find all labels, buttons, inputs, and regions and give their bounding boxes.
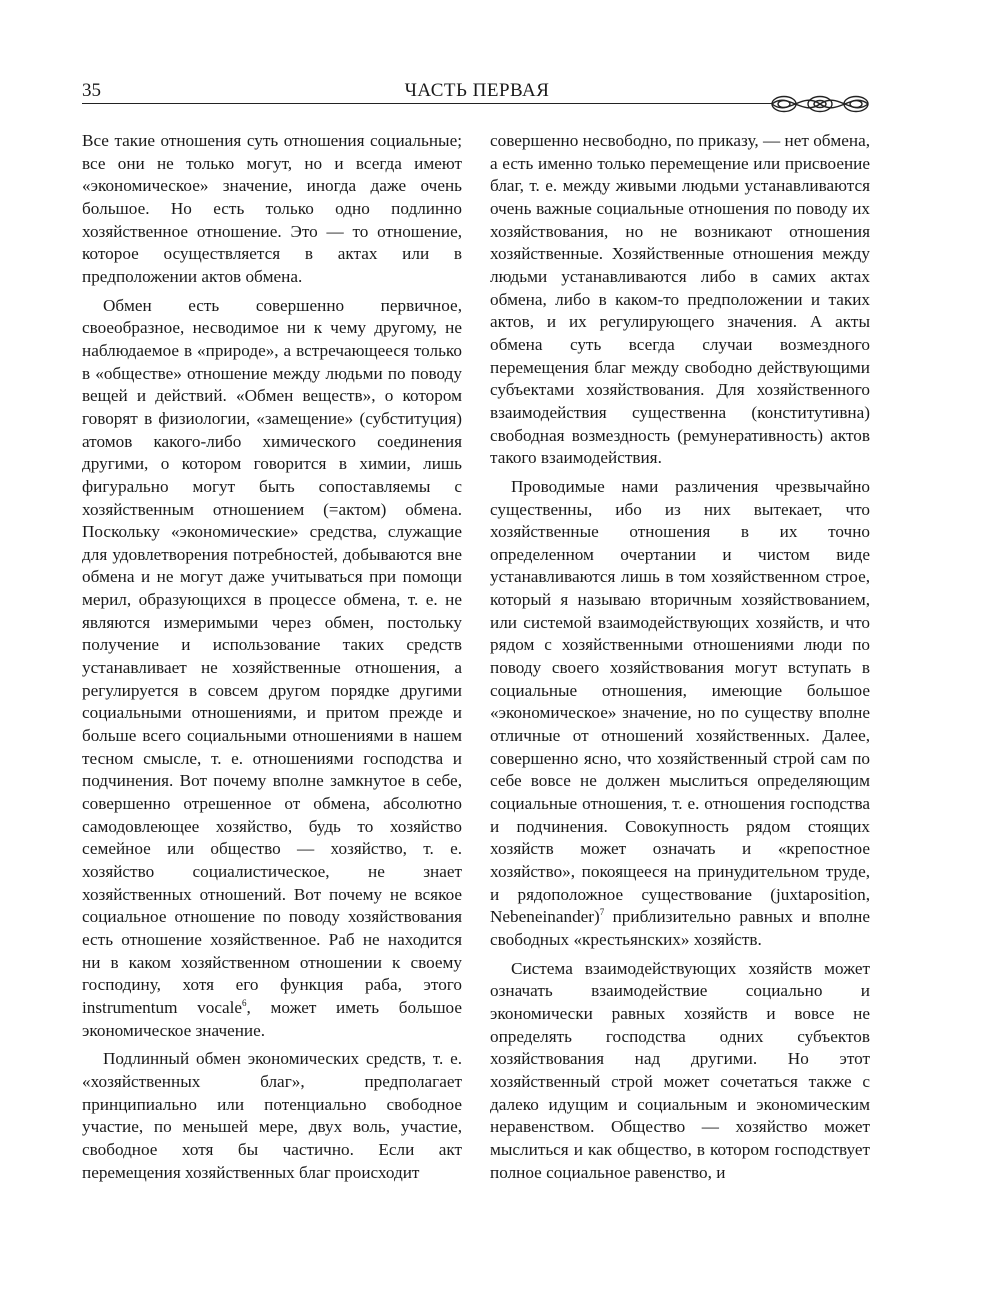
paragraph: Система взаимодействующих хозяйств может означать взаимодействие социально и экономически равных хозяйств и вовсе не определять господства одних субъектов хозяйствования над другими. Но этот хозяйственный строй может сочетаться также с далеко идущим и социальным и экономическим неравенством. Общество — хозяйство может мыслиться и как общество, в котором господствует полное социальное равенство, и bbox=[490, 958, 870, 1182]
paragraph-text: Проводимые нами различения чрезвычайно существенны, ибо из них вытекает, что хозяйственные отношения в их точно определенном очертании и чистом виде устанавливаются лишь в том хозяйственном строе, который я называю вторичным хозяйствованием, или системой взаимодействующих хозяйств, и что рядом с хозяйственными отношениями люди по поводу своего хозяйствования могут вступать в социальные отношения, имеющие большое «экономическое» значение, но по существу вполне отличные от отношений хозяйственных. Далее, совершенно ясно, что хозяйственный строй сам по себе вовсе не должен мыслиться определяющим социальные отношения, т. е. отношения господства и подчинения. Совокупность рядом стоящих хозяйств может означать и «крепостное хозяйство», покоящееся на принудительном труде, и рядоположное существование (juxtaposition, Nebeneinander) bbox=[490, 476, 870, 927]
paragraph-text: Обмен есть совершенно первичное, своеобразное, несводимое ни к чему другому, не наблюдаемое в «природе», а встречающееся только в «обществе» отношение между людьми по поводу вещей и действий. «Обмен веществ», о котором говорят в физиологии, «замещение» (субституция) атомов какого-либо химического соединения другими, о котором говорится в химии, лишь фигурально могут быть сопоставляемы с хозяйственным отношением (=актом) обмена. Поскольку «экономические» средства, служащие для удовлетворения потребностей, добываются вне обмена и не могут даже учитываться при помощи мерил, образующихся в процессе обмена, т. е. не являются измеримыми через обмен, постольку получение и использование таких средств устанавливает не хозяйственные отношения, а регулируется в совсем другом порядке другими социальными отношениями, и притом прежде и больше всего социальными отношениями в нашем тесном смысле, т. е. отношениями господства и подчинения. Вот почему вполне замкнутое в себе, совершенно отрешенное от обмена, абсолютно самодовлеющее хозяйство, будь то хозяйство семейное или общество — хозяйство, т. е. хозяйство социалистическое, не знает хозяйственных отношений. Вот почему не всякое социальное отношение по поводу хозяйствования есть отношение хозяйственное. Раб не находится ни в каком хозяйственном отношении к своему господину, хотя его функция раба, этого instrumentum vocale bbox=[82, 295, 462, 1017]
header-rule bbox=[82, 103, 772, 104]
paragraph: совершенно несвободно, по приказу, — нет обмена, а есть именно только перемещение или присвоение благ, т. е. между живыми людьми устанавливаются очень важные социальные отношения по поводу их хозяйствования, но не возникают отношения хозяйственные. Хозяйственные отношения между людьми устанавливаются либо в самих актах обмена, либо в каком-то предположении и таких актов, и их регулирующего значения. А акты обмена суть всегда случаи возмездного перемещения благ между свободно действующими субъектами хозяйствования. Для хозяйственного взаимодействия существенна (конститутивна) свободная возмездность (ремунеративность) актов такого взаимодействия. bbox=[490, 131, 870, 468]
running-title: ЧАСТЬ ПЕРВАЯ bbox=[404, 80, 550, 101]
paragraph-text: приблизительно равных и вполне свободных «крестьянских» хозяйств. bbox=[490, 907, 870, 949]
paragraph bbox=[82, 295, 462, 1043]
decorative-chain-ornament-icon bbox=[768, 93, 872, 115]
paragraph: Все такие отношения суть отношения социальные; все они не только могут, но и всегда имеют «экономическое» значение, иногда даже очень большое. Но есть только одно подлинно хозяйственное отношение. Это — то отношение, которое осуществляется в актах или в предположении актов обмена. bbox=[82, 131, 462, 286]
paragraph bbox=[490, 476, 870, 952]
page-number: 35 bbox=[82, 80, 101, 101]
paragraph-text: , может иметь большое экономическое значение. bbox=[82, 997, 462, 1040]
right-column bbox=[490, 130, 870, 1184]
left-column bbox=[82, 130, 462, 1184]
footnote-marker[interactable]: 7 bbox=[599, 907, 605, 918]
footnote-marker[interactable]: 6 bbox=[242, 997, 247, 1008]
paragraph: Подлинный обмен экономических средств, т. е. «хозяйственных благ», предполагает принципиально или потенциально свободное участие, по меньшей мере, двух воль, участие, свободное хотя бы частично. Если акт перемещения хозяйственных благ происходит bbox=[82, 1049, 462, 1182]
